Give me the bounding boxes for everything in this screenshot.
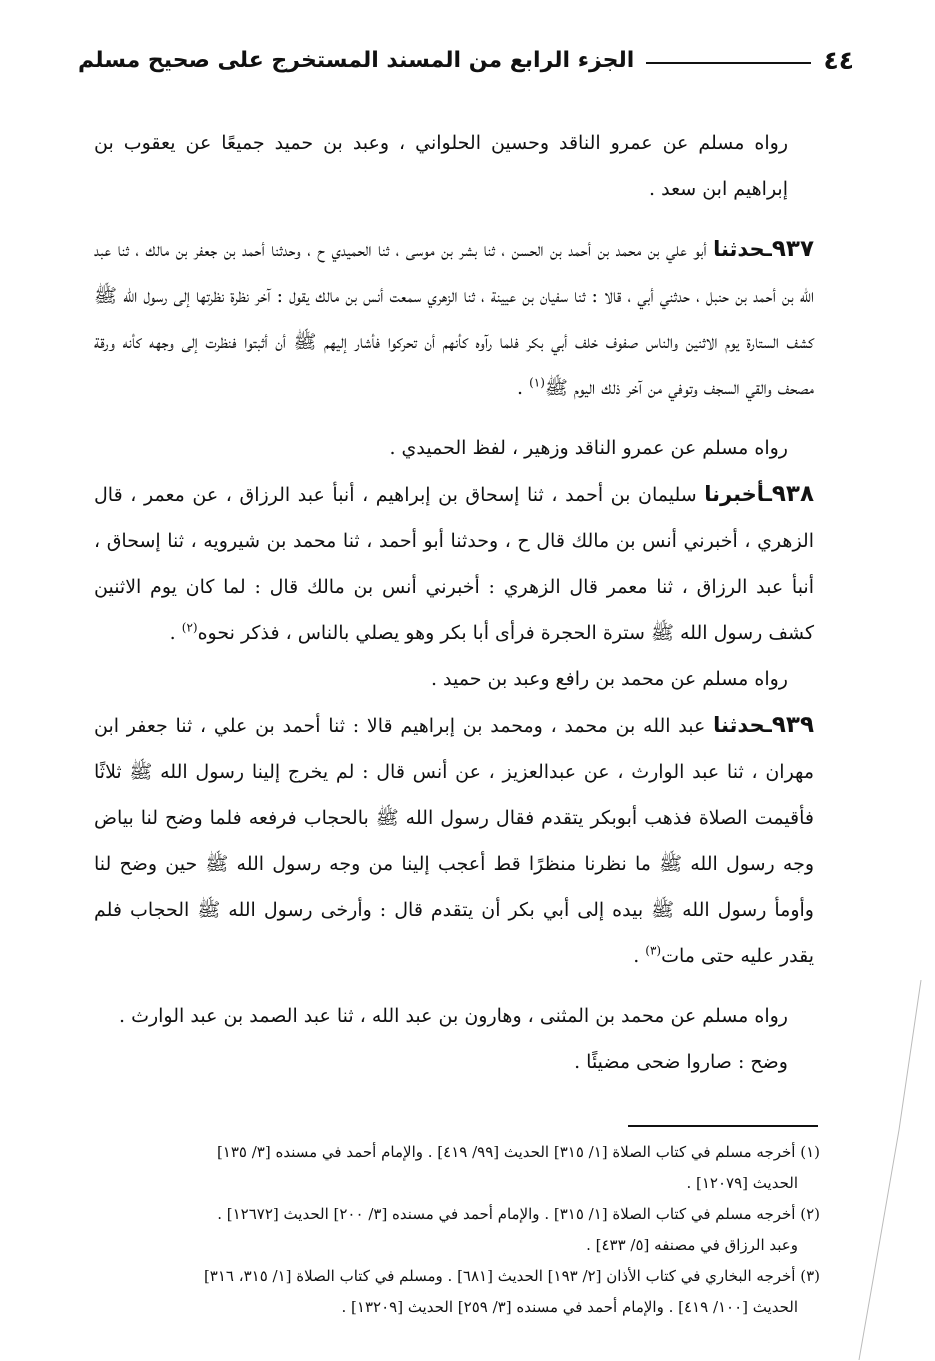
running-header xyxy=(78,40,854,80)
footnote-separator xyxy=(628,1125,818,1127)
hadith-keyword: ـأخبرنا xyxy=(704,482,772,506)
footnote-3-continued: الحديث [١٠٠/ ٤١٩] . والإمام أحمد في مسنده [٣/ ٢٥٩] الحديث [١٣٢٠٩] . xyxy=(341,1298,798,1316)
hadith-keyword: ـحدثنا xyxy=(713,713,772,737)
footnote-1-continued: الحديث [١٢٠٧٩] . xyxy=(686,1174,798,1192)
header-rule xyxy=(646,62,811,64)
narration-note xyxy=(94,425,814,471)
narration-note xyxy=(94,993,814,1039)
footnote-2: (٢) أخرجه مسلم في كتاب الصلاة [١/ ٣١٥] . والإمام أحمد في مسنده [٣/ ٢٠٠] الحديث [١٢٦٧٢] . xyxy=(217,1205,820,1223)
page-number: ٤٤ xyxy=(823,45,854,75)
main-text xyxy=(94,120,814,1085)
book-title: الجزء الرابع من المسند المستخرج على صحيح مسلم xyxy=(78,47,635,73)
hadith-end: . xyxy=(633,945,646,967)
footnotes xyxy=(80,1137,820,1323)
footnote-2-continued: وعبد الرزاق في مصنفه [٥/ ٤٣٣] . xyxy=(586,1236,798,1254)
hadith-number: ٩٣٩ xyxy=(771,712,814,738)
glossary-text: وضح : صاروا ضحى مضيئًا . xyxy=(574,1051,788,1073)
footnote-ref: (٣) xyxy=(645,943,662,958)
hadith-end: . xyxy=(169,622,182,644)
narration-text: رواه مسلم عن عمرو الناقد وزهير ، لفظ الحميدي . xyxy=(389,437,788,459)
hadith-937 xyxy=(94,226,814,411)
hadith-number: ٩٣٧ xyxy=(771,236,814,262)
footnote-1: (١) أخرجه مسلم في كتاب الصلاة [١/ ٣١٥] الحديث [٩٩/ ٤١٩] . والإمام أحمد في مسنده [٣/ ١٣٥] xyxy=(216,1143,820,1161)
footnote-ref: (١) xyxy=(529,375,545,390)
hadith-end: . xyxy=(516,377,530,399)
page-scratch-mark xyxy=(855,980,925,1360)
footnote-ref: (٢) xyxy=(181,620,198,635)
hadith-text: عبد الله بن محمد ، ومحمد بن إبراهيم قالا : ثنا أحمد بن علي ، ثنا جعفر ابن مهران ، ثنا عبد الوارث ، عن عبدالعزيز ، عن أنس قال : لم يخرج إلينا رسول الله ﷺ ثلاثًا فأقيمت الصلاة فذهب أبوبكر يتقدم فقال رسول الله ﷺ بالحجاب فرفعه فلما وضح لنا بياض وجه رسول الله ﷺ ما نظرنا منظرًا قط أعجب إلينا من وجه رسول الله ﷺ حين وضح لنا وأومأ رسول الله ﷺ بيده إلى أبي بكر أن يتقدم قال : وأرخى رسول الله ﷺ الحجاب فلم يقدر عليه حتى مات xyxy=(94,715,814,967)
narration-text: رواه مسلم عن محمد بن رافع وعبد بن حميد . xyxy=(430,668,788,690)
hadith-keyword: ـحدثنا xyxy=(713,237,772,261)
narration-text: رواه مسلم عن عمرو الناقد وحسين الحلواني ، وعبد بن حميد جميعًا عن يعقوب بن إبراهيم ابن سعد . xyxy=(94,132,788,200)
narration-text: رواه مسلم عن محمد بن المثنى ، وهارون بن عبد الله ، ثنا عبد الصمد بن عبد الوارث . xyxy=(119,1005,788,1027)
hadith-number: ٩٣٨ xyxy=(771,481,814,507)
footnote-3: (٣) أخرجه البخاري في كتاب الأذان [٢/ ١٩٣] الحديث [٦٨١] . ومسلم في كتاب الصلاة [١/ ٣١٥، ٣١٦] xyxy=(203,1267,820,1285)
hadith-938 xyxy=(94,471,814,656)
hadith-939 xyxy=(94,702,814,979)
hadith-text: أبو علي بن محمد بن أحمد بن الحسن ، ثنا بشر بن موسى ، ثنا الحميدي ح ، وحدثنا أحمد بن جعفر بن مالك ، ثنا عبد الله بن أحمد بن حنبل ، حدثني أبي ، قالا : ثنا سفيان بن عيينة ، ثنا الزهري سمعت أنس بن مالك يقول : آخر نظرة نظرتها إلى رسول الله ﷺ كشف الستارة يوم الاثنين والناس صفوف خلف أبي بكر فلما رآوه كأنهم أن تحركوا فأشار إليهم ﷺ أن أثبتوا فنظرت إلى وجهه كأنه ورقة مصحف والقي السجف وتوفي من آخر ذلك اليوم ﷺ xyxy=(94,239,814,399)
narration-note xyxy=(94,120,814,212)
glossary-note xyxy=(94,1039,814,1085)
hadith-text: سليمان بن أحمد ، ثنا إسحاق بن إبراهيم ، أنبأ عبد الرزاق ، عن معمر ، قال الزهري ، أخبرني أنس بن مالك قال ح ، وحدثنا أبو أحمد ، ثنا محمد بن شيرويه ، ثنا إسحاق ، أنبأ عبد الرزاق ، ثنا معمر قال الزهري : أخبرني أنس بن مالك قال : لما كان يوم الاثنين كشف رسول الله ﷺ سترة الحجرة فرأى أبا بكر وهو يصلي بالناس ، فذكر نحوه xyxy=(94,484,814,644)
narration-note xyxy=(94,656,814,702)
